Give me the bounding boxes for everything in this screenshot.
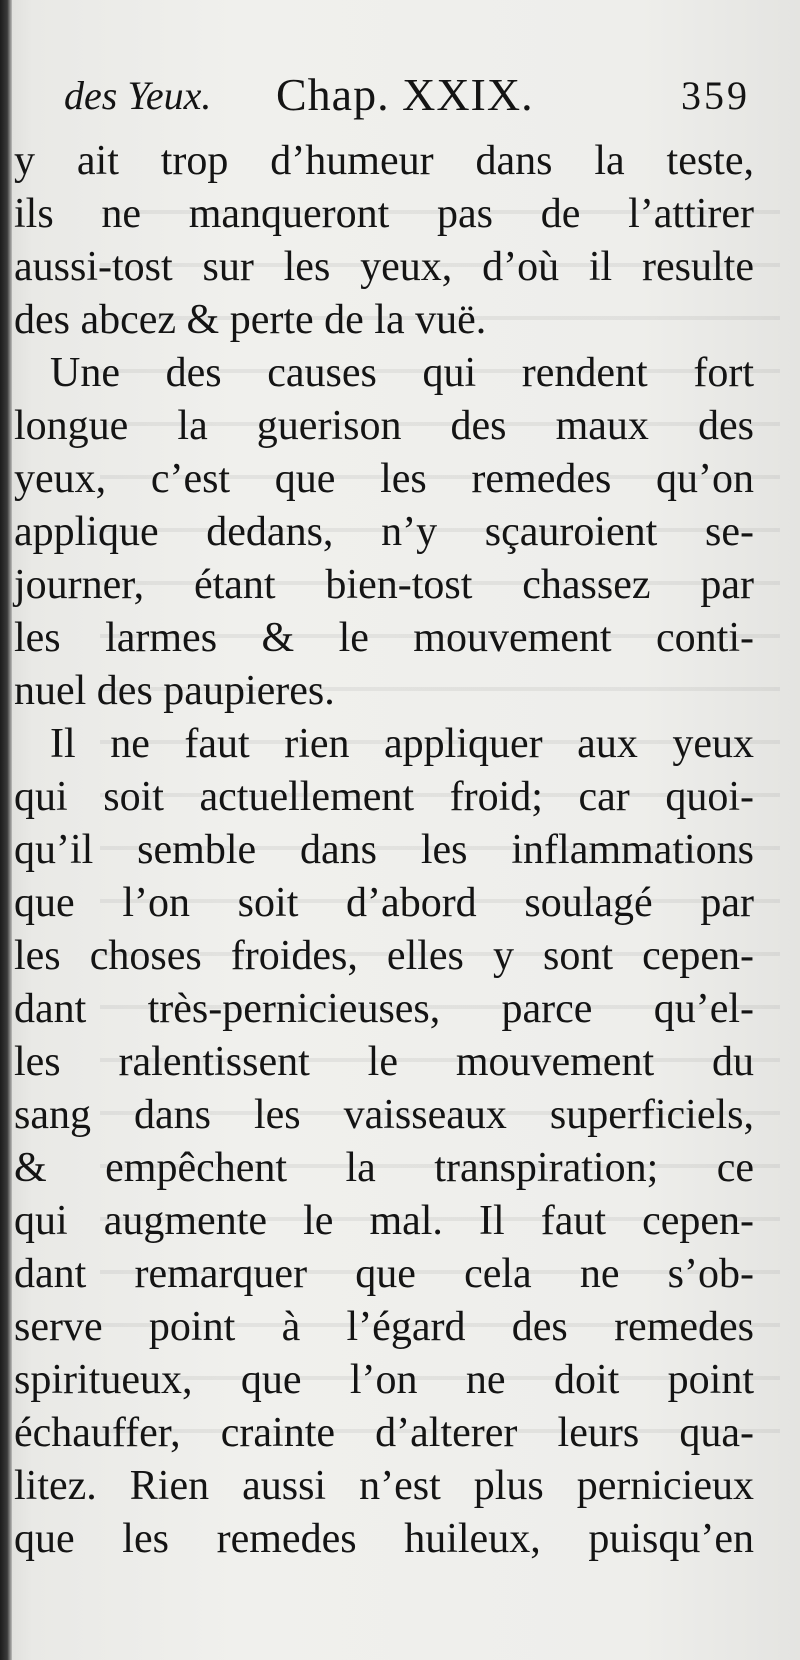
text-line: les larmes & le mouvement conti- — [14, 615, 754, 661]
text-line: litez. Rien aussi n’est plus pernicieux — [14, 1463, 754, 1509]
text-line: applique dedans, n’y sçauroient se- — [14, 509, 754, 555]
text-line: serve point à l’égard des remedes — [14, 1304, 754, 1350]
book-spine-shadow — [0, 0, 12, 1660]
paragraph-first-line: Il ne faut rien appliquer aux yeux — [50, 721, 754, 767]
text-line: y ait trop d’humeur dans la teste, — [14, 138, 754, 184]
text-line: les choses froides, elles y sont cepen- — [14, 933, 754, 979]
text-line: ils ne manqueront pas de l’attirer — [14, 191, 754, 237]
text-line: que les remedes huileux, puisqu’en — [14, 1516, 754, 1562]
paragraph-first-line: Une des causes qui rendent fort — [50, 350, 754, 396]
text-line: les ralentissent le mouvement du — [14, 1039, 754, 1085]
page-number: 359 — [681, 73, 750, 118]
text-line: spiritueux, que l’on ne doit point — [14, 1357, 754, 1403]
text-line: que l’on soit d’abord soulagé par — [14, 880, 754, 926]
page-header — [14, 60, 754, 135]
text-line: dant très-pernicieuses, parce qu’el- — [14, 986, 754, 1032]
page-text-block — [14, 60, 754, 1566]
text-line: qui soit actuellement froid; car quoi- — [14, 774, 754, 820]
text-line: journer, étant bien-tost chassez par — [14, 562, 754, 608]
text-line: qui augmente le mal. Il faut cepen- — [14, 1198, 754, 1244]
text-line: sang dans les vaisseaux superficiels, — [14, 1092, 754, 1138]
running-head: des Yeux. — [64, 73, 212, 118]
chapter-heading: Chap. XXIX. — [276, 69, 534, 120]
text-line: dant remarquer que cela ne s’ob- — [14, 1251, 754, 1297]
text-line: & empêchent la transpiration; ce — [14, 1145, 754, 1191]
text-line: échauffer, crainte d’alterer leurs qua- — [14, 1410, 754, 1456]
text-line: qu’il semble dans les inflammations — [14, 827, 754, 873]
text-line: des abcez & perte de la vuë. — [14, 297, 487, 343]
text-line: aussi-tost sur les yeux, d’où il resulte — [14, 244, 754, 290]
text-line: longue la guerison des maux des — [14, 403, 754, 449]
text-line: nuel des paupieres. — [14, 668, 335, 714]
text-line: yeux, c’est que les remedes qu’on — [14, 456, 754, 502]
